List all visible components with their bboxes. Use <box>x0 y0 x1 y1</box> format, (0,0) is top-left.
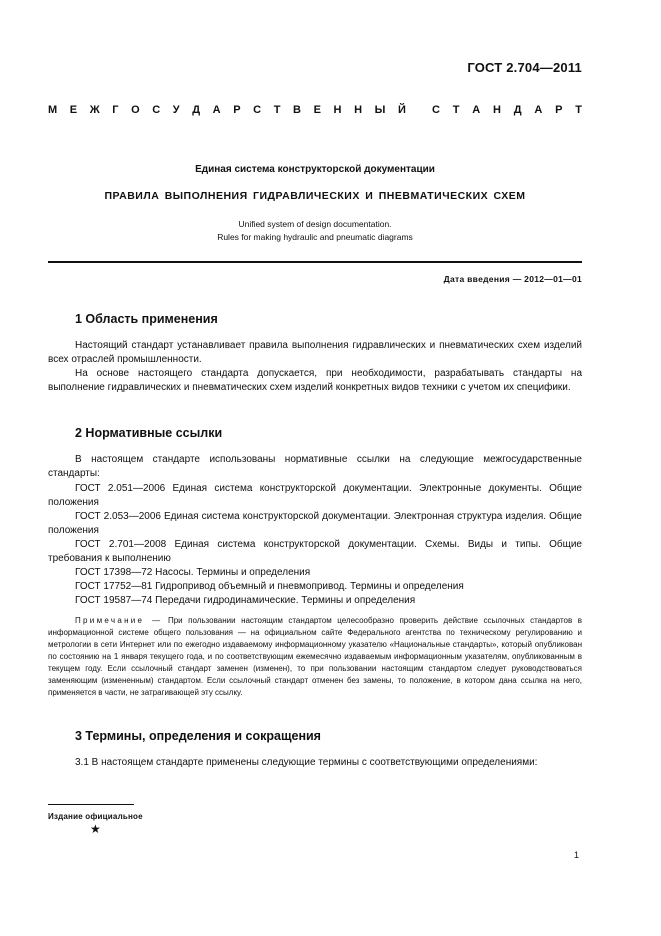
note-label: Примечание — <box>75 616 163 625</box>
banner-letter: М <box>48 104 58 116</box>
banner-letter: Н <box>492 104 501 116</box>
banner-letter: Е <box>313 104 321 116</box>
banner-letter: А <box>534 104 543 116</box>
banner-word-standard <box>432 104 582 116</box>
section-2-heading: 2 Нормативные ссылки <box>75 426 223 440</box>
banner-letter: Ы <box>374 104 386 116</box>
reference-item: ГОСТ 2.051—2006 Единая система конструкторской документации. Электронные документы. Общие положения <box>48 483 582 508</box>
official-edition-label: Издание официальное <box>48 812 143 821</box>
banner-letter: О <box>131 104 140 116</box>
title-divider <box>48 261 582 263</box>
star-icon: ★ <box>90 822 101 836</box>
banner-word-interstate <box>48 104 406 116</box>
document-title: ПРАВИЛА ВЫПОЛНЕНИЯ ГИДРАВЛИЧЕСКИХ И ПНЕВМАТИЧЕСКИХ СХЕМ <box>104 190 526 202</box>
banner-letter: В <box>293 104 301 116</box>
section-2-intro: В настоящем стандарте использованы нормативные ссылки на следующие межгосударственные стандарты: <box>48 454 582 479</box>
english-title-line-2: Rules for making hydraulic and pneumatic diagrams <box>217 232 413 242</box>
banner-letter: Ж <box>89 104 100 116</box>
banner-letter: С <box>152 104 161 116</box>
reference-item: ГОСТ 17752—81 Гидропривод объемный и пневмопривод. Термины и определения <box>75 581 464 592</box>
reference-item: ГОСТ 17398—72 Насосы. Термины и определения <box>75 567 311 578</box>
reference-item: ГОСТ 2.053—2006 Единая система конструкторской документации. Электронная структура изделия. Общие положения <box>48 511 582 536</box>
series-title: Единая система конструкторской документации <box>195 164 435 175</box>
reference-item: ГОСТ 19587—74 Передачи гидродинамические. Термины и определения <box>75 595 416 606</box>
banner-letter: С <box>432 104 440 116</box>
interstate-standard-banner <box>48 104 582 116</box>
references-note <box>48 615 582 699</box>
banner-letter: А <box>472 104 481 116</box>
banner-letter: Р <box>233 104 241 116</box>
section-1-heading: 1 Область применения <box>75 312 218 326</box>
banner-letter: Е <box>69 104 78 116</box>
english-title-line-1: Unified system of design documentation. <box>238 219 392 229</box>
banner-letter: Н <box>333 104 342 116</box>
note-text: При пользовании настоящим стандартом целесообразно проверить действие ссылочных стандартов в информационной системе общего пользования — на официальном сайте Федерального агентства по техническому регулированию и метрологии в сети Интернет или по ежегодно издаваемому информационному указателю «Национальные стандарты», который опубликован по состоянию на 1 января текущего года, и по соответствующим ежемесячно издаваемым информационным указателям, опубликованным в текущем году. Если ссылочный стандарт заменен (изменен), то при пользовании настоящим стандартом следует руководствоваться заменяющим (измененным) стандартом. Если ссылочный стандарт отменен без замены, то положение, в котором дана ссылка на него, применяется в части, не затрагивающей эту ссылку. <box>48 616 582 697</box>
reference-item: ГОСТ 2.701—2008 Единая система конструкторской документации. Схемы. Виды и типы. Общие требования к выполнению <box>48 539 582 564</box>
footer-divider <box>48 804 134 805</box>
banner-letter: Н <box>354 104 363 116</box>
standard-code: ГОСТ 2.704—2011 <box>467 60 582 75</box>
banner-letter: Т <box>452 104 460 116</box>
section-1-paragraph-2: На основе настоящего стандарта допускается, при необходимости, разрабатывать стандарты на выполнение гидравлических и пневматических схем изделий конкретных видов техники с учетом их специфики. <box>48 368 582 393</box>
introduction-date: Дата введения — 2012—01—01 <box>443 274 582 284</box>
section-1-paragraph-1: Настоящий стандарт устанавливает правила выполнения гидравлических и пневматических схем изделий всех отраслей промышленности. <box>48 340 582 365</box>
banner-letter: Й <box>397 104 406 116</box>
page-number: 1 <box>573 850 579 860</box>
banner-letter: У <box>172 104 180 116</box>
banner-letter: Т <box>575 104 582 116</box>
banner-letter: Д <box>192 104 201 116</box>
banner-letter: Т <box>273 104 281 116</box>
banner-letter: С <box>253 104 262 116</box>
section-3-heading: 3 Термины, определения и сокращения <box>75 729 321 743</box>
banner-letter: А <box>212 104 221 116</box>
banner-letter: Д <box>513 104 522 116</box>
section-3-paragraph-1: 3.1 В настоящем стандарте применены следующие термины с соответствующими определениями: <box>75 757 538 768</box>
banner-letter: Г <box>112 104 119 116</box>
banner-letter: Р <box>555 104 563 116</box>
